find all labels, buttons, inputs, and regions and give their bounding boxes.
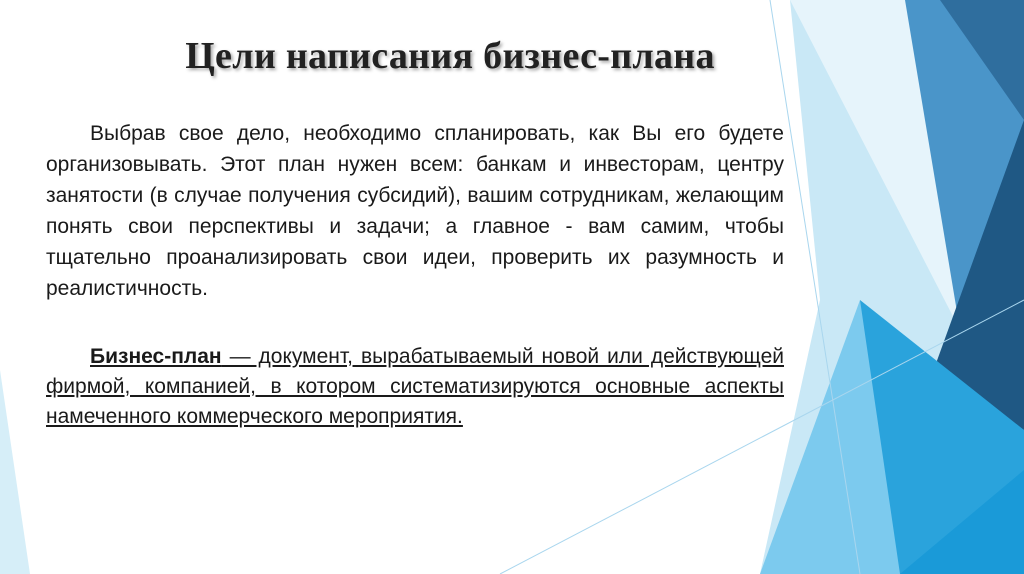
- intro-paragraph: Выбрав свое дело, необходимо спланировать, как Вы его будете организовывать. Этот план нужен всем: банкам и инвесторам, центру занятости (в случае получения субсидий), вашим сотрудникам, желающим понять свои перспективы и задачи; а главное - вам самим, чтобы тщательно проанализировать свои идеи, проверить их разумность и реалистичность.: [46, 122, 784, 300]
- definition-term: Бизнес-план: [90, 345, 222, 368]
- slide-title: Цели написания бизнес-плана: [185, 35, 715, 77]
- left-decor-triangle: [0, 370, 30, 574]
- definition-paragraph: [46, 342, 784, 432]
- definition-text: — документ, вырабатываемый новой или действующей фирмой, компанией, в котором систематизируются основные аспекты намеченного коммерческого мероприятия.: [46, 345, 784, 428]
